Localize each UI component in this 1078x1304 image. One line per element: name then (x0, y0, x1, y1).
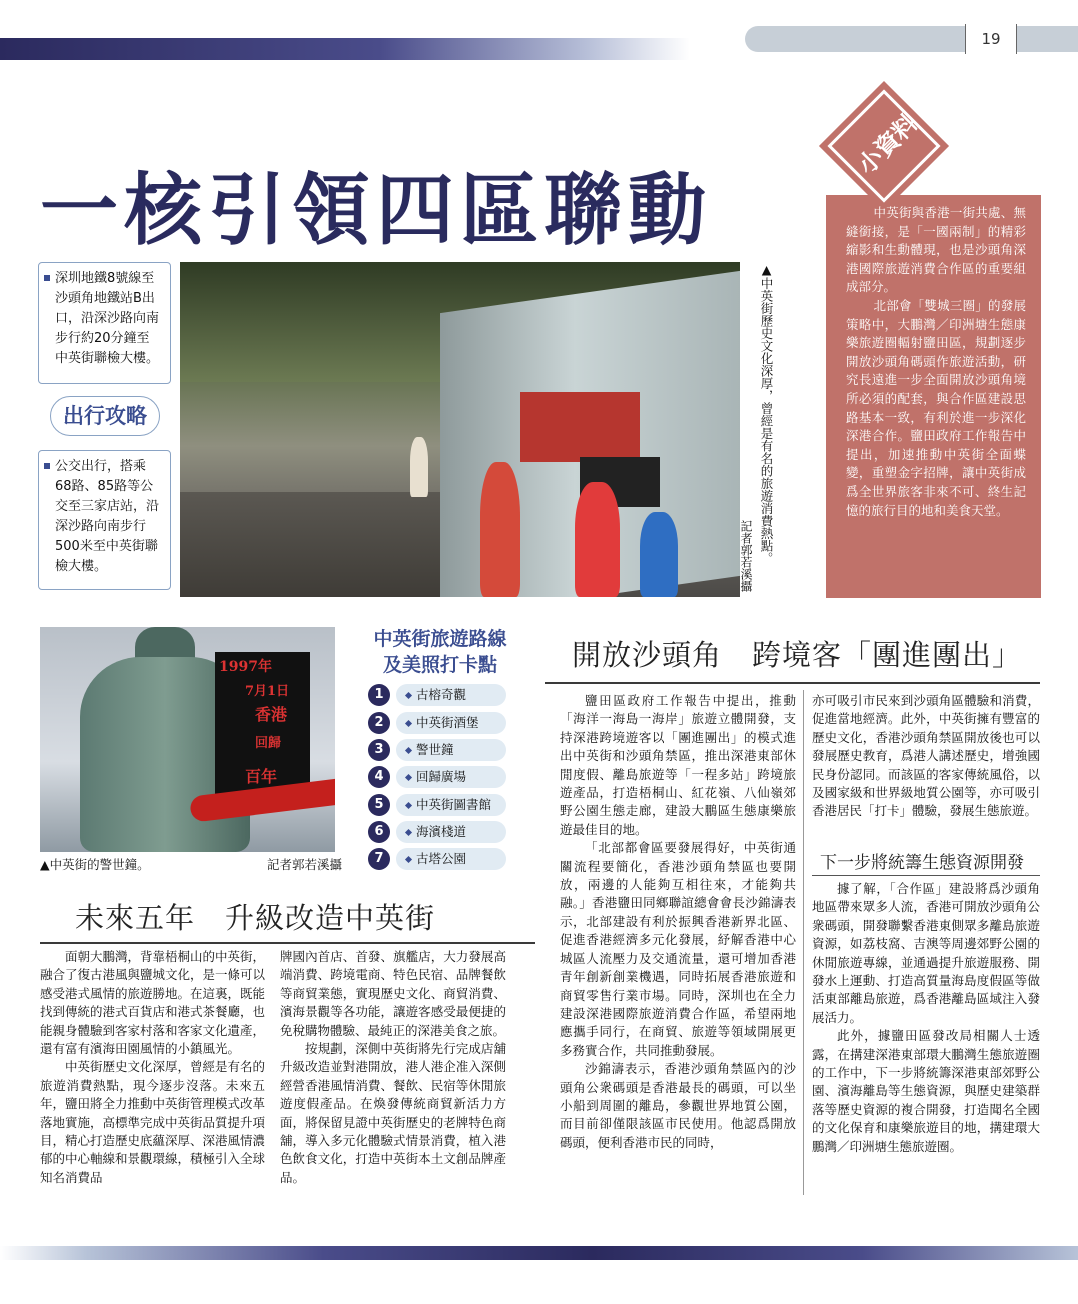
travel-tip-metro: 深圳地鐵8號線至沙頭角地鐵站B出口，沿深沙路向南步行約20分鐘至中英街聯檢大樓。 (38, 262, 171, 384)
route-label: 中英街酒堡 (396, 712, 506, 734)
body-paragraph: 「北部都會區要發展得好，中英街通關流程要簡化，香港沙頭角禁區也要開放，兩邊的人能夠互相往來，才能夠共融。」香港鹽田同鄉聯誼總會會長沙錦濤表示，北部建設有利於振興香港新界北區、促進香港經濟多元化發展，紓解香港中心城區人流壓力及交通流量，還可增加香港青年創新創業機遇，同時拓展香港旅遊和商貿零售行業市場。同時，深圳也在全力建設深港國際旅遊消費合作區，希望兩地應攜手同行，在商貿、旅遊等領域開展更多務實合作，共同推動發展。 (560, 840, 796, 1058)
body-paragraph: 此外，據鹽田區發改局相關人士透露，在搆建深港東部環大鵬灣生態旅遊圈的工作中，下一步將統籌深港東部郊野公園、濱海離島等生態資源，與歷史建築群落等歷史資源的複合開發，打造聞名全國的文化保育和康樂旅遊目的地，搆建環大鵬灣／印洲塘生態旅遊圈。 (812, 1028, 1040, 1154)
route-item (368, 684, 508, 706)
photo-person (640, 512, 678, 597)
column-divider (803, 690, 804, 1195)
info-tag: 小資料 (852, 108, 924, 180)
main-photo-credit: 記者郭若溪攝 (739, 520, 753, 592)
plaque-year: 1997年 (219, 659, 272, 675)
route-title (360, 626, 520, 678)
header-tab-right (1017, 26, 1078, 52)
plaque-text: 百年 (245, 767, 278, 786)
bell-plaque (215, 652, 310, 802)
route-number: 7 (368, 848, 390, 870)
body-paragraph: 亦可吸引市民來到沙頭角區體驗和消費，促進當地經濟。此外，中英街擁有豐富的歷史文化，香港沙頭角禁區開放後也可以發展歷史教育，爲港人講述歷史，增強國民身份認同。而該區的客家傳統風俗，以及國家級和世界級地質公園等，亦可吸引香港居民「打卡」體驗，發展生態旅遊。 (812, 693, 1040, 819)
body-paragraph: 中英街歷史文化深厚，曾經是有名的旅遊消費熱點，現今逐步沒落。未來五年，鹽田將全力推動中英街管理模式改革落地實施，高標準完成中英街品質提升項目，精心打造歷史底蘊深厚、深港風情濃郁的中心軸線和景觀環線，積極引入全球知名消費品 (40, 1059, 266, 1185)
header-tab (745, 26, 965, 52)
article-headline-left: 未來五年 升級改造中英街 (75, 901, 436, 935)
info-paragraph: 北部會「雙城三圈」的發展策略中，大鵬灣／印洲塘生態康樂旅遊圈輻射鹽田區，規劃逐步開放沙頭角碼頭作旅遊活動，研究長遠進一步全面開放沙頭角境所必須的配套，與合作區建設思路基本一致，有利於進一步深化深港合作。鹽田政府工作報告中提出，加速推動中英街全面蝶變，重塑金字招牌，讓中英街成爲全世界旅客非來不可、終生記憶的旅行目的地和美食天堂。 (846, 297, 1026, 518)
route-label: 古塔公園 (396, 848, 506, 870)
route-number: 1 (368, 684, 390, 706)
main-photo (180, 262, 740, 597)
route-number: 5 (368, 794, 390, 816)
body-paragraph: 牌國內首店、首發、旗艦店，大力發展高端消費、跨境電商、特色民宿、品牌餐飲等商貿業態，實現歷史文化、商貿消費、濱海景觀等各功能，讓遊客感受最便捷的免稅購物體驗、最純正的深港美食之旅。 (280, 949, 506, 1038)
info-text (846, 204, 1026, 520)
route-title-line: 中英街旅遊路線 (373, 628, 507, 650)
travel-tip-bus: 公交出行，搭乘68路、85路等公交至三家店站，沿深沙路向南步行500米至中英街聯檢大樓。 (38, 450, 171, 590)
route-title-line: 及美照打卡點 (382, 654, 497, 676)
route-item (368, 794, 508, 816)
plaque-text: 香港 (255, 705, 288, 724)
bell-photo (40, 627, 335, 852)
route-label: 警世鐘 (396, 739, 506, 761)
route-item (368, 848, 508, 870)
route-item (368, 821, 508, 843)
photo-person (480, 462, 520, 597)
photo-person (410, 437, 428, 497)
headline-rule (40, 942, 535, 944)
body-column (560, 692, 796, 1152)
route-item (368, 766, 508, 788)
photo-person (575, 482, 620, 597)
photo-red-sign (520, 392, 640, 462)
travel-title: 出行攻略 (50, 396, 160, 436)
headline-rule (545, 682, 1040, 684)
body-column (280, 948, 506, 1187)
route-label: 古榕奇觀 (396, 684, 506, 706)
body-column (40, 948, 265, 1187)
footer-bar (0, 1246, 1078, 1260)
subheading-rule (812, 875, 1040, 876)
route-label: 回歸廣場 (396, 766, 506, 788)
route-number: 4 (368, 766, 390, 788)
body-paragraph: 面朝大鵬灣，背靠梧桐山的中英街，融合了復古港風與鹽城文化，是一條可以感受港式風情的旅遊勝地。在這裏，既能找到傳統的港式百貨店和港式茶餐廳，也能親身體驗到客家村落和客家文化遺產，還有富有濱海田園風情的小鎮風光。 (40, 949, 266, 1057)
body-column (812, 880, 1040, 1156)
article-headline-right: 開放沙頭角 跨境客「團進團出」 (572, 638, 1023, 672)
body-paragraph: 據了解，「合作區」建設將爲沙頭角地區帶來眾多人流，香港可開放沙頭角公衆碼頭，開發聯繫香港東側眾多離島旅遊資源，如荔枝窩、吉澳等周邊郊野公園的休閒旅遊專線，並通過提升旅遊服務、開發水上運動、打造高質量海島度假區等做活東部離島旅遊，爲香港離島區域注入發展活力。 (812, 881, 1040, 1025)
route-label: 中英街圖書館 (396, 794, 506, 816)
body-paragraph: 沙錦濤表示，香港沙頭角禁區內的沙頭角公衆碼頭是香港最長的碼頭，可以坐小船到周圍的離島，參觀世界地質公園，而目前卻僅限該區市民使用。他認爲開放碼頭，便利香港市民的同時， (560, 1061, 796, 1150)
bell-photo-credit: 記者郭若溪攝 (267, 857, 343, 872)
page-number: 19 (965, 24, 1017, 54)
info-paragraph: 中英街與香港一街共處、無縫銜接，是「一國兩制」的精彩縮影和生動體現，也是沙頭角深港國際旅遊消費合作區的重要組成部分。 (846, 205, 1026, 295)
route-label: 海濱棧道 (396, 821, 506, 843)
body-paragraph: 鹽田區政府工作報告中提出，推動「海洋一海島一海岸」旅遊立體開發，支持深港跨境遊客以「團進團出」的模式進出中英街和沙頭角禁區，推出深港東部休閒度假、離島旅遊等「一程多站」跨境旅遊產品，打造梧桐山、紅花嶺、八仙嶺郊野公園生態走廊，建設大鵬區生態康樂旅遊最佳目的地。 (560, 693, 796, 837)
route-number: 3 (368, 739, 390, 761)
plaque-text: 7月1日 (245, 684, 290, 699)
body-column (812, 692, 1040, 821)
header-bar (0, 38, 690, 60)
route-number: 6 (368, 821, 390, 843)
route-number: 2 (368, 712, 390, 734)
page-title: 一核引領四區聯動 (40, 165, 713, 256)
bell-photo-caption: ▲中英街的警世鐘。 (40, 857, 150, 872)
section-subheading: 下一步將統籌生態資源開發 (820, 853, 1024, 873)
route-item (368, 712, 508, 734)
route-item (368, 739, 508, 761)
body-paragraph: 按規劃，深側中英街將先行完成店舖升級改造並對港開放，港人港企准入深側經營香港風情消費、餐飲、民宿等休閒旅遊度假產品。在煥發傳統商貿新活力方面，將保留見證中英街歷史的老牌特色商舖，導入多元化體驗式情景消費，植入港色飲食文化，打造中英街本土文創品牌產品。 (280, 1041, 506, 1185)
plaque-text: 回歸 (255, 736, 282, 751)
main-photo-caption: ▲中英街歷史文化深厚，曾經是有名的旅遊消費熱點。 (759, 262, 774, 565)
